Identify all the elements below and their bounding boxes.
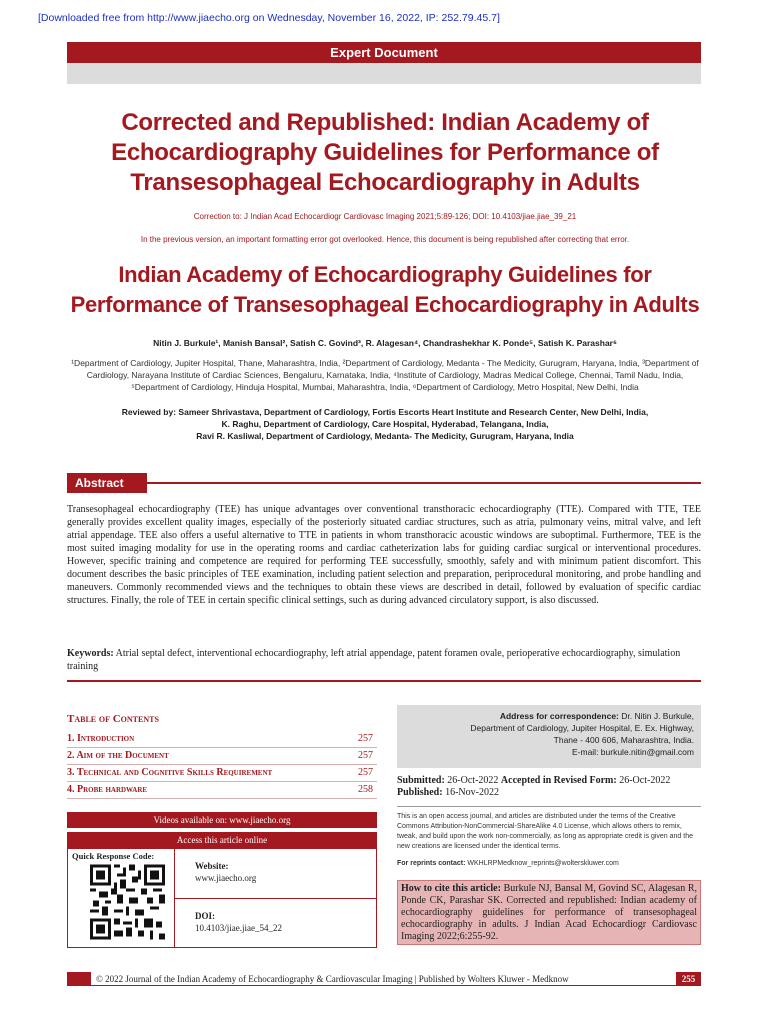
toc-item-label: 4. Probe hardware [67,784,148,795]
videos-banner[interactable]: Videos available on: www.jiaecho.org [67,812,377,828]
abstract-text: Transesophageal echocardiography (TEE) has unique advantages over conventional transthoracic echocardiography (TTE). Compared with TTE, TEE generally provides excellent quality images, especially of the posteriorly situated cardiac structures, such as atria, pulmonary veins, mitral valve, and left atrial appendage. TEE also offers a useful alternative to TTE in patients in whom transthoracic acoustic windows are suboptimal. Furthermore, TEE is the most suited imaging modality for use in the operating rooms and cardiac catheterization labs for guiding cardiac surgical or interventional procedures. However, specific training and competence are required for performing TEE successfully, smoothly, safely and with minimum patient discomfort. This document describes the basic principles of TEE examination, including patient selection and preparation, periprocedural monitoring, and probe handling and maneuvers. Commonly recommended views and the techniques to obtain these views are described in detail, followed by evaluation of specific cardiac structures. Finally, the role of TEE in certain specific clinical settings, such as during advanced circulatory support, is also discussed. [67,504,701,606]
toc-item-label: 1. Introduction [67,733,135,744]
correspondence-line: Thane - 400 606, Maharashtra, India. [553,735,694,745]
toc-item-label: 2. Aim of the Document [67,750,169,761]
toc-item-introduction[interactable] [67,733,377,747]
accepted-date: 26-Oct-2022 [619,775,671,786]
keywords [67,647,701,673]
cite-body: Burkule NJ, Bansal M, Govind SC, Alagesan R, Ponde CK, Parashar SK. Corrected and republished: Indian academy of echocardiography guidelines for performance of transesophageal echocardiography in adults. J Indian Acad Echocardiogr Cardiovasc Imaging 2022;6:255-92. [401,883,697,942]
correspondence-text [400,710,694,758]
toc-item-page: 257 [358,750,373,761]
reviewer-line-1: Reviewed by: Sameer Shrivastava, Department of Cardiology, Fortis Escorts Heart Institute and Research Center, New Delhi, India, [121,407,649,417]
keywords-rule [67,680,701,682]
toc-item-page: 257 [358,733,373,744]
accepted-label: Accepted in Revised Form: [500,775,617,786]
corrected-title: Corrected and Republished: Indian Academy of Echocardiography Guidelines for Performance of Transesophageal Echocardiography in Adults [111,109,659,196]
abstract-rule [67,482,701,484]
toc-item-page: 257 [358,767,373,778]
website-link[interactable]: www.jiaecho.org [195,873,257,883]
reprints [397,860,619,867]
reprints-label: For reprints contact: [397,860,466,867]
correspondence-name: Dr. Nitin J. Burkule, [621,711,694,721]
access-heading: Access this article online [67,832,377,848]
author-list: Nitin J. Burkule¹, Manish Bansal², Satish C. Govind³, R. Alagesan⁴, Chandrashekhar K. Ponde⁵, Satish K. Parashar⁶ [153,338,617,348]
main-title: Indian Academy of Echocardiography Guidelines for Performance of Transesophageal Echocardiography in Adults [70,262,700,317]
submitted-date: 26-Oct-2022 [447,775,499,786]
doi-link[interactable]: 10.4103/jiae.jiae_54_22 [195,923,282,933]
toc-item-page: 258 [358,784,373,795]
abstract-heading: Abstract [67,473,147,493]
qr-code-icon[interactable] [90,863,165,941]
toc-item-probe-hardware[interactable] [67,784,377,798]
correspondence-label: Address for correspondence: [499,711,619,721]
download-note: [Downloaded free from http://www.jiaecho.org on Wednesday, November 16, 2022, IP: 252.79.45.7] [38,12,500,24]
affiliations: ¹Department of Cardiology, Jupiter Hospital, Thane, Maharashtra, India, ²Department of Cardiology, Medanta - The Medicity, Gurugram, Haryana, India, ³Department of Cardiology, Narayana Institute of Cardiac Sciences, Bengaluru, Karnataka, India, ⁴Institute of Cardiology, Madras Medical College, Chennai, Tamil Nadu, India, ⁵Department of Cardiology, Hinduja Hospital, Mumbai, Maharashtra, India, ⁶Department of Cardiology, Metro Hospital, New Delhi, India [71,358,699,392]
keywords-text: Atrial septal defect, interventional echocardiography, left atrial appendage, patent foramen ovale, perioperative echocardiography, simulation training [67,648,681,672]
footer-copyright: © 2022 Journal of the Indian Academy of Echocardiography & Cardiovascular Imaging | Published by Wolters Kluwer - Medknow [96,974,569,984]
access-divider [175,898,377,899]
correspondence-line: Department of Cardiology, Jupiter Hospital, E. Ex. Highway, [470,723,694,733]
footer-accent [67,972,91,986]
qr-label: Quick Response Code: [72,851,155,861]
correction-line: Correction to: J Indian Acad Echocardiogr Cardiovasc Imaging 2021;5:89-126; DOI: 10.4103/jiae.jiae_39_21 [193,212,577,221]
reviewed-by [90,406,680,442]
dates-rule [397,806,701,807]
reviewer-line-3: Ravi R. Kasliwal, Department of Cardiology, Medanta- The Medicity, Gurugram, Haryana, India [196,431,574,441]
toc-divider [67,781,377,782]
correspondence-email[interactable]: E-mail: burkule.nitin@gmail.com [571,747,694,757]
submitted-label: Submitted: [397,775,445,786]
reprints-email[interactable]: WKHLRPMedknow_reprints@wolterskluwer.com [467,860,619,867]
page-number: 255 [676,972,701,986]
license-text: This is an open access journal, and articles are distributed under the terms of the Creative Commons Attribution-NonCommercial-ShareAlike 4.0 License, which allows others to remix, tweak, and build upon the work non-commercially, as long as appropriate credit is given and the new creations are licensed under the identical terms. [397,813,693,850]
published-label: Published: [397,787,443,798]
toc-heading: Table of Contents [67,713,159,725]
toc-item-skills[interactable] [67,767,377,781]
toc-divider [67,747,377,748]
cite-text [401,883,697,943]
website-label: Website: [195,861,229,871]
cite-label: How to cite this article: [401,883,501,894]
toc-item-label: 3. Technical and Cognitive Skills Requirement [67,767,273,778]
toc-divider [67,798,377,799]
toc-item-aim[interactable] [67,750,377,764]
notice-line: In the previous version, an important formatting error got overlooked. Hence, this document is being republished after correcting that error. [140,235,630,244]
article-dates [397,775,670,799]
reviewer-line-2: K. Raghu, Department of Cardiology, Care Hospital, Hyderabad, Telangana, India, [221,419,549,429]
published-date: 16-Nov-2022 [445,787,499,798]
section-grey-band [67,63,701,84]
keywords-label: Keywords: [67,648,114,659]
toc-divider [67,764,377,765]
doi-label: DOI: [195,911,215,921]
section-label: Expert Document [67,42,701,63]
